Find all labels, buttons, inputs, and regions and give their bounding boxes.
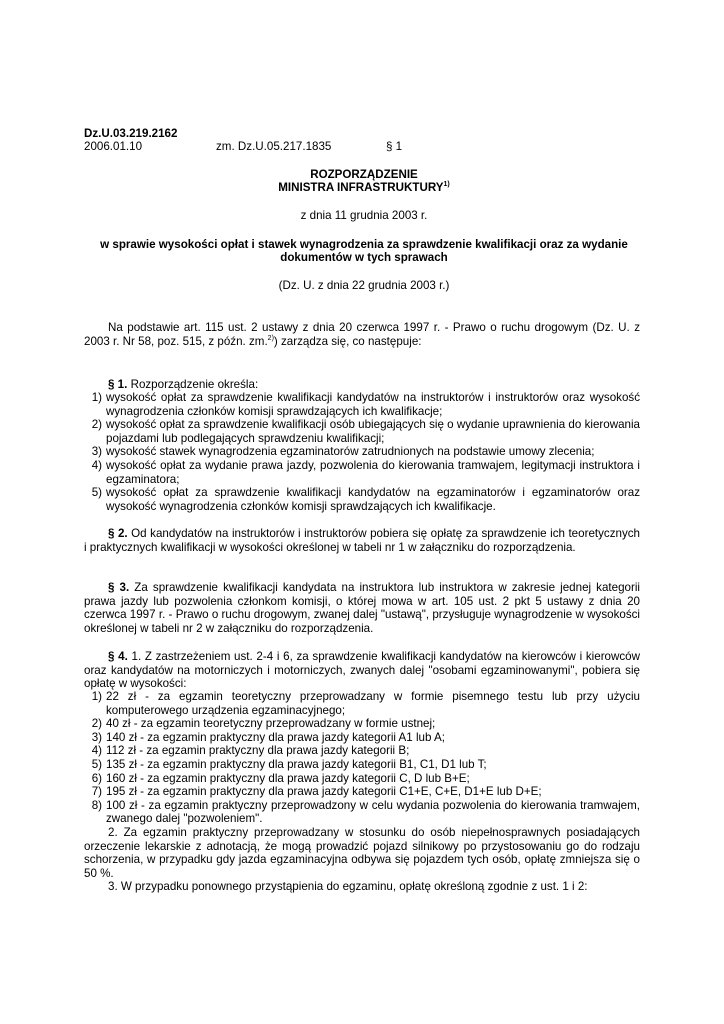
footnote-ref-1: 1)	[443, 181, 450, 188]
list-item-text: 22 zł - za egzamin teoretyczny przeprowadzany w formie pisemnego testu lub przy użyciu komputerowego urządzenia egzaminacyjnego;	[106, 690, 640, 717]
list-item	[84, 744, 640, 758]
publication-info: (Dz. U. z dnia 22 grudnia 2003 r.)	[278, 279, 450, 292]
footnote-ref-2: 2)	[267, 334, 274, 342]
list-item-number: 2)	[91, 717, 102, 731]
list-item-text: wysokość stawek wynagrodzenia egzaminatorów zatrudnionych na podstawie umowy zlecenia;	[106, 445, 595, 459]
section-1-intro	[84, 378, 640, 392]
list-item	[84, 717, 640, 731]
section-4-label: § 4.	[108, 650, 128, 663]
section-2	[84, 527, 640, 554]
list-item-text: 40 zł - za egzamin teoretyczny przeprowadzany w formie ustnej;	[106, 717, 436, 731]
preamble-text-end: ) zarządza się, co następuje:	[273, 334, 422, 348]
section-3-label: § 3.	[108, 581, 130, 594]
list-item-number: 3)	[91, 730, 102, 744]
section-2-label: § 2.	[108, 527, 128, 540]
list-item-text: 195 zł - za egzamin praktyczny dla prawa jazdy kategorii C1+E, C+E, D1+E lub D+E;	[106, 785, 542, 799]
list-item-number: 4)	[91, 744, 102, 758]
list-item-number: 1)	[91, 690, 102, 703]
section-4-intro	[84, 650, 640, 691]
list-item-text: wysokość opłat za sprawdzenie kwalifikacji kandydatów na egzaminatorów i egzaminatorów oraz wysokość wynagrodzenia członków komisji sprawdzających ich kwalifikacje.	[106, 486, 640, 513]
issuer-name: MINISTRA INFRASTRUKTURY	[278, 181, 444, 194]
section-1-intro-text: Rozporządzenie określa:	[127, 378, 259, 391]
list-item	[84, 391, 640, 418]
list-item-number: 3)	[91, 445, 102, 459]
section-3-text: Za sprawdzenie kwalifikacji kandydata na instruktora lub instruktora w zakresie jednej kategorii prawa jazdy lub pozwolenia członkom komisji, o której mowa w art. 105 ust. 2 pkt 5 ustawy z dnia 20 czerwca 1997 r. - Prawo o ruchu drogowym, zwanej dalej "ustawą", przysługuje wynagrodzenie w wysokości określonej w tabeli nr 2 w załączniku do rozporządzenia.	[84, 581, 640, 635]
list-item-number: 5)	[91, 486, 102, 500]
list-item	[84, 418, 640, 445]
list-item-number: 2)	[91, 418, 102, 432]
list-item	[84, 690, 640, 717]
list-item-text: 100 zł - za egzamin praktyczny przeprowadzony w celu wydania pozwolenia do kierowania tramwajem, zwanego dalej "pozwoleniem".	[106, 798, 640, 826]
list-item-text: wysokość opłat za sprawdzenie kwalifikacji kandydatów na instruktorów i instruktorów oraz wysokość wynagrodzenia członków komisji sprawdzających ich kwalifikacje;	[106, 391, 640, 418]
list-item-text: 135 zł - za egzamin praktyczny dla prawa jazdy kategorii B1, C1, D1 lub T;	[106, 757, 487, 771]
list-item	[84, 785, 640, 799]
section-4-list	[84, 690, 640, 826]
list-item-text: 112 zł - za egzamin praktyczny dla prawa jazdy kategorii B;	[106, 744, 410, 758]
list-item-text: wysokość opłat za sprawdzenie kwalifikacji osób ubiegających się o wydanie uprawnienia do kierowania pojazdami lub podlegających sprawdzeniu kwalifikacji;	[106, 418, 640, 445]
section-3	[84, 581, 640, 635]
issuer-title	[84, 181, 644, 195]
list-item-number: 5)	[91, 757, 102, 771]
list-item-text: 140 zł - za egzamin praktyczny dla prawa jazdy kategorii A1 lub A;	[106, 730, 445, 744]
list-item-number: 1)	[91, 391, 102, 404]
doc-type-title: ROZPORZĄDZENIE	[310, 168, 418, 181]
paragraph-reference: § 1	[386, 140, 403, 153]
list-item	[84, 772, 640, 786]
section-1-list	[84, 391, 640, 513]
list-item	[84, 459, 640, 486]
list-item-number: 6)	[91, 771, 102, 785]
subject-line-2: dokumentów w tych sprawach	[280, 251, 448, 264]
section-4-paragraph-2: 2. Za egzamin praktyczny przeprowadzany w stosunku do osób niepełnosprawnych posiadających orzeczenie lekarskie z adnotacją, że mogą prowadzić pojazd silnikowy po przystosowaniu go do rodzaju schorzenia, w przypadku gdy jazda egzaminacyjna odbywa się pojazdem tych osób, opłatę zmniejsza się o 50 %.	[84, 826, 640, 880]
preamble-text: Na podstawie art. 115 ust. 2 ustawy z dnia 20 czerwca 1997 r. - Prawo o ruchu drogowym (Dz. U. z 2003 r. Nr 58, poz. 515, z późn. zm.	[84, 321, 640, 348]
list-item-number: 8)	[91, 798, 102, 812]
journal-reference: Dz.U.03.219.2162	[84, 127, 178, 140]
list-item-number: 7)	[91, 785, 102, 799]
section-2-text: Od kandydatów na instruktorów i instruktorów pobiera się opłatę za sprawdzenie ich teoretycznych i praktycznych kwalifikacji w wysokości określonej w tabeli nr 1 w załączniku do rozporządzenia.	[84, 527, 640, 554]
list-item-text: wysokość opłat za wydanie prawa jazdy, pozwolenia do kierowania tramwajem, legitymacji instruktora i egzaminatora;	[106, 458, 640, 486]
amendment-reference: zm. Dz.U.05.217.1835	[216, 140, 332, 153]
consolidation-date: 2006.01.10	[84, 140, 143, 153]
list-item	[84, 758, 640, 772]
section-4-intro-text: 1. Z zastrzeżeniem ust. 2-4 i 6, za sprawdzenie kwalifikacji kandydatów na kierowców i kierowców oraz kandydatów na motorniczych i motorniczych, zwanych dalej "osobami egzaminowanymi", pobiera się opłatę w wysokości:	[84, 650, 640, 691]
list-item-number: 4)	[91, 458, 102, 472]
list-item	[84, 799, 640, 826]
list-item-text: 160 zł - za egzamin praktyczny dla prawa jazdy kategorii C, D lub B+E;	[106, 771, 470, 785]
list-item	[84, 486, 640, 513]
list-item	[84, 731, 640, 745]
section-1-label: § 1.	[108, 378, 128, 391]
section-4-paragraph-3: 3. W przypadku ponownego przystąpienia do egzaminu, opłatę określoną zgodnie z ust. 1 i 2:	[108, 880, 588, 893]
issue-date: z dnia 11 grudnia 2003 r.	[300, 209, 428, 222]
subject-line-1: w sprawie wysokości opłat i stawek wynagrodzenia za sprawdzenie kwalifikacji oraz za wydanie	[100, 238, 628, 251]
list-item	[84, 445, 640, 459]
preamble	[84, 321, 640, 348]
